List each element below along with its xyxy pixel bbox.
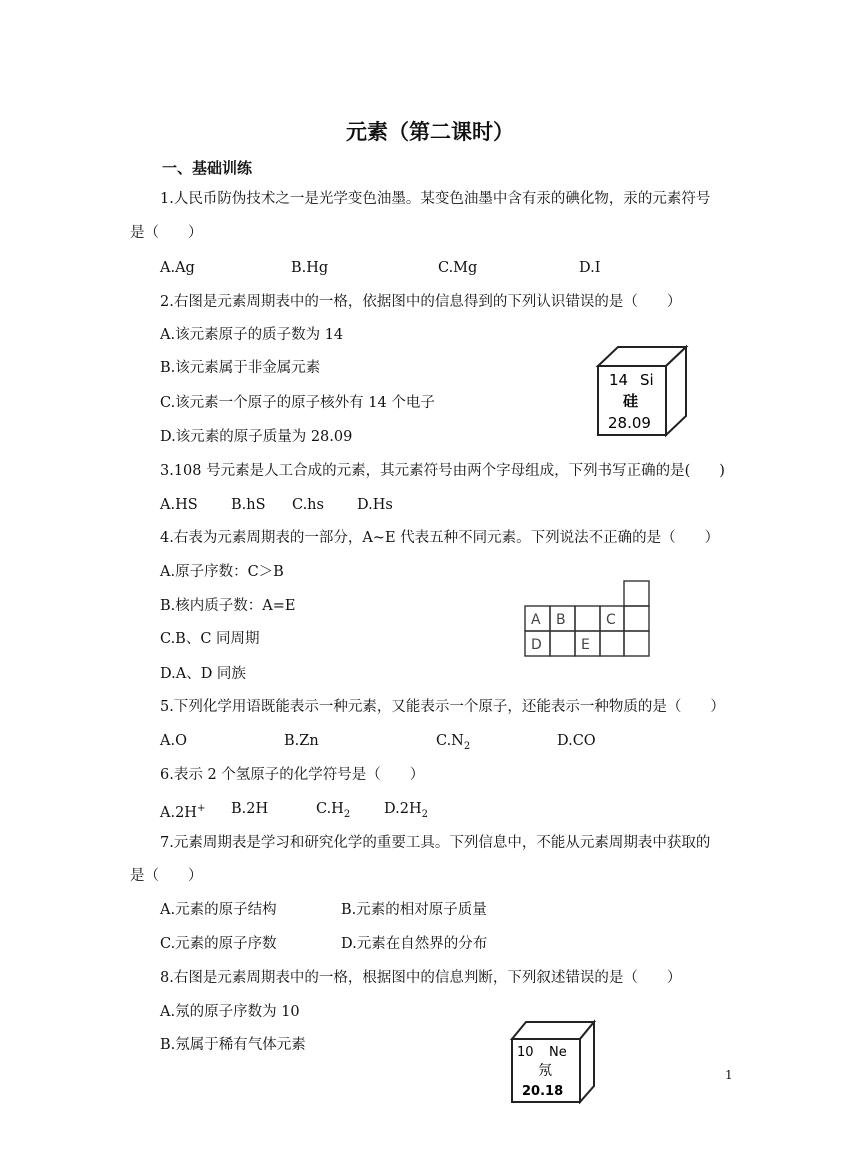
si-symbol: Si [640,371,654,389]
q8-option-a: A.氖的原子序数为 10 [160,1004,300,1020]
q5-option-a: A.O [160,733,187,749]
q1-option-d: D.I [579,260,601,276]
q8-option-b: B.氖属于稀有气体元素 [160,1037,306,1053]
q6-option-a: A.2H+ [160,803,206,821]
q7-option-c: C.元素的原子序数 [160,936,277,952]
q2-option-d: D.该元素的原子质量为 28.09 [160,429,353,445]
q3-stem: 3.108 号元素是人工合成的元素，其元素符号由两个字母组成，下列书写正确的是( ) [160,463,725,479]
section-heading: 一、基础训练 [162,159,253,177]
ne-mass: 20.18 [522,1084,564,1099]
q5-option-b: B.Zn [284,733,319,749]
si-mass: 28.09 [608,414,651,432]
q2-option-b: B.该元素属于非金属元素 [160,360,321,376]
q7-stem-line2: 是（ ） [130,868,203,884]
q1-stem-line2: 是（ ） [130,225,203,241]
q2-stem: 2.右图是元素周期表中的一格，依据图中的信息得到的下列认识错误的是（ ） [160,294,682,310]
q4-option-a: A.原子序数：C＞B [160,564,284,580]
q6-option-c: $C.H_2$ [316,801,351,820]
q3-option-b: B.hS [231,497,266,513]
q4-option-b: B.核内质子数：A=E [160,598,296,614]
q3-option-c: C.hs [292,497,324,513]
q4-option-c: C.B、C 同周期 [160,631,260,647]
q3-option-a: A.HS [160,497,198,513]
q3-option-d: D.Hs [357,497,393,513]
q7-option-a: A.元素的原子结构 [160,902,277,918]
cell-a-label: A [531,612,541,628]
ne-symbol: Ne [549,1045,567,1060]
q6-option-d: $D.2H_2$ [384,801,428,820]
q6-option-b: B.2H [231,801,269,817]
q5-option-d: D.CO [557,733,596,749]
q1-option-b: B.Hg [291,260,329,276]
q4-stem: 4.右表为元素周期表的一部分，A~E 代表五种不同元素。下列说法不正确的是（ ） [160,530,720,546]
q8-stem: 8.右图是元素周期表中的一格，根据图中的信息判断，下列叙述错误的是（ ） [160,970,682,986]
cell-d-label: D [531,637,542,653]
q5-option-c: $C.N_2$ [436,733,471,752]
si-name: 硅 [623,392,639,410]
q2-option-a: A.该元素原子的质子数为 14 [160,327,344,343]
q4-option-d: D.A、D 同族 [160,666,246,682]
silicon-element-cell [594,343,694,438]
q7-option-b: B.元素的相对原子质量 [341,902,487,918]
page-title: 元素（第二课时） [346,120,514,144]
q7-option-d: D.元素在自然界的分布 [341,936,488,952]
cell-e-label: E [581,637,590,653]
neon-element-cell [508,1018,598,1104]
periodic-table-fragment [523,580,653,660]
page-number: 1 [725,1068,733,1082]
q2-option-c: C.该元素一个原子的原子核外有 14 个电子 [160,395,435,411]
q1-option-a: A.Ag [160,260,195,276]
ne-atomic-number: 10 [517,1045,534,1060]
cell-c-label: C [606,612,616,628]
q1-stem-line1: 1.人民币防伪技术之一是光学变色油墨。某变色油墨中含有汞的碘化物，汞的元素符号 [160,191,711,207]
q1-option-c: C.Mg [438,260,478,276]
cell-b-label: B [556,612,566,628]
q7-stem-line1: 7.元素周期表是学习和研究化学的重要工具。下列信息中，不能从元素周期表中获取的 [160,835,711,851]
q6-stem: 6.表示 2 个氢原子的化学符号是（ ） [160,767,425,783]
si-atomic-number: 14 [609,371,629,389]
q5-stem: 5.下列化学用语既能表示一种元素，又能表示一个原子，还能表示一种物质的是（ ） [160,699,725,715]
ne-name: 氖 [538,1063,552,1079]
